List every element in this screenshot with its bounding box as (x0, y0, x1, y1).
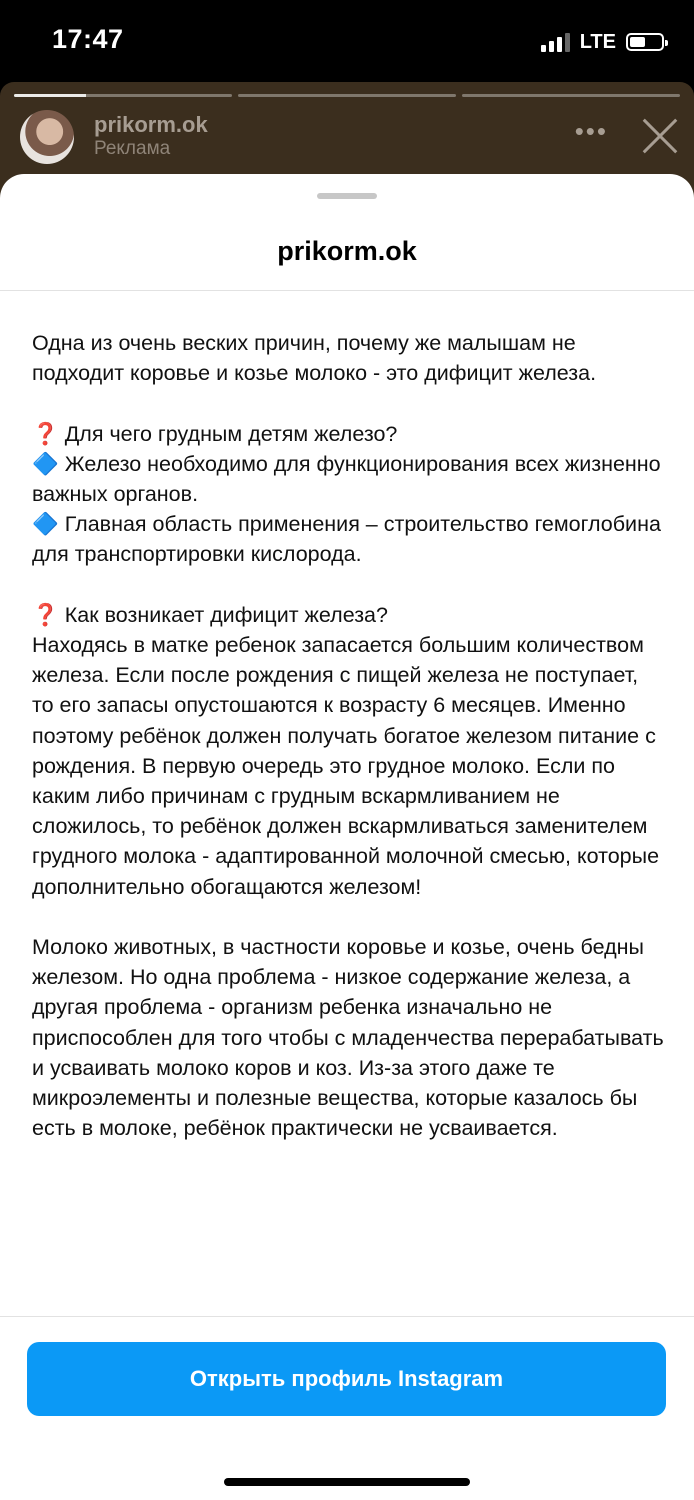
avatar[interactable] (20, 110, 74, 164)
more-icon[interactable]: ••• (574, 116, 608, 146)
network-type: LTE (579, 30, 616, 53)
divider (0, 1316, 694, 1317)
sponsored-label: Реклама (94, 138, 171, 159)
story-progress (14, 94, 680, 97)
status-indicators (541, 28, 664, 56)
status-bar (0, 0, 694, 82)
battery-icon (626, 33, 664, 51)
battery-level (630, 37, 645, 47)
ad-description: Одна из очень веских причин, почему же малышам не подходит коровье и козье молоко - это дифицит железа. ❓ Для чего грудным детям железо? 🔷 Железо необходимо для функционирования всех жизненно важных органов. 🔷 Главная область применения – строительство гемоглобина для транспортировки кислорода. ❓ Как возникает дифицит железа? Находясь в матке ребенок запасается большим количеством железа. Если после рождения с пищей железа не поступает, то его запасы опустошаются к возрасту 6 месяцев. Именно поэтому ребёнок должен получать богатое железом питание с рождения. В первую очередь это грудное молоко. Если по каким либо причинам с грудным вскармливанием не сложилось, то ребёнок должен вскармливаться заменителем грудного молока - адаптированной молочной смесью, которые дополнительно обогащаются железом! Молоко животных, в частности коровье и козье, очень бедны железом. Но одна проблема - низкое содержание железа, а другая проблема - организм ребенка изначально не приспособлен для того чтобы с младенчества перерабатывать и усваивать молоко коров и коз. Из-за этого даже те микроэлементы и полезные вещества, которые казалось бы есть в молоке, ребёнок практически не усваивается. (32, 331, 664, 1141)
story-progress-segment (14, 94, 232, 97)
divider (0, 290, 694, 291)
sheet-title: prikorm.ok (277, 236, 417, 266)
story-username[interactable]: prikorm.ok (94, 112, 208, 137)
story-progress-segment (238, 94, 456, 97)
cellular-signal-icon (541, 32, 570, 52)
story-progress-segment (462, 94, 680, 97)
sheet-grabber[interactable] (317, 193, 377, 199)
close-icon[interactable] (640, 116, 680, 156)
status-time: 17:47 (52, 24, 124, 54)
bottom-sheet (0, 174, 694, 1500)
home-indicator (224, 1478, 470, 1486)
open-instagram-profile-button[interactable]: Открыть профиль Instagram (27, 1342, 666, 1416)
